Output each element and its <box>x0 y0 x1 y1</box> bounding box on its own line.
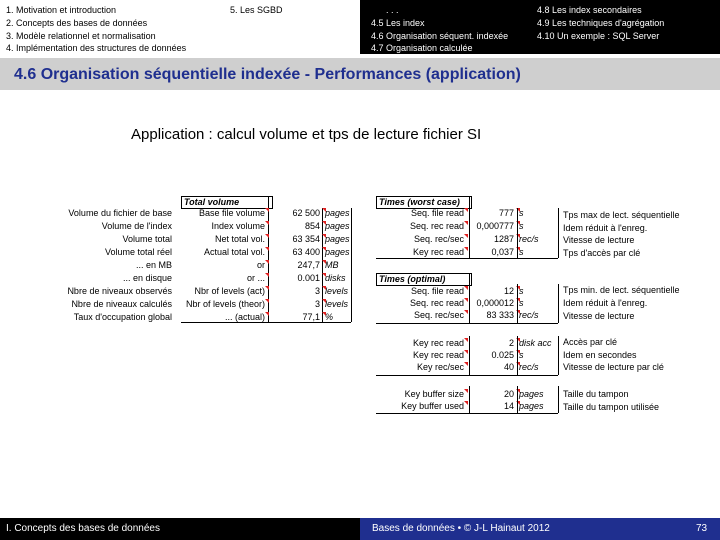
row-value: 40 <box>503 362 514 372</box>
note-text: Taille du tampon <box>563 389 629 399</box>
comment-marker-icon <box>464 286 468 290</box>
comment-marker-icon <box>265 234 269 238</box>
row-value: 2 <box>508 338 514 348</box>
comment-marker-icon <box>265 312 269 316</box>
row-value: 854 <box>304 221 320 231</box>
separator <box>376 258 558 259</box>
left-label: Taux d'occupation global <box>73 312 172 322</box>
nav-item-5[interactable]: 5. Les SGBD <box>230 5 283 15</box>
row-name: or ... <box>246 273 265 283</box>
note-text: Tps min. de lect. séquentielle <box>563 285 680 295</box>
separator <box>322 208 323 322</box>
row-unit: s <box>519 298 524 308</box>
separator <box>558 386 559 413</box>
row-unit: disk acc <box>519 338 552 348</box>
comment-marker-icon <box>464 350 468 354</box>
left-label: Volume de l'index <box>101 221 172 231</box>
comment-marker-icon <box>265 247 269 251</box>
row-name: Index volume <box>211 221 265 231</box>
separator <box>268 196 269 322</box>
footer-copyright: Bases de données • © J-L Hainaut 2012 <box>372 523 550 534</box>
note-text: Vitesse de lecture par clé <box>563 362 664 372</box>
row-name: Actual total vol. <box>203 247 265 257</box>
application-line <box>131 126 481 143</box>
row-name: Key buffer size <box>404 389 464 399</box>
comment-marker-icon <box>464 389 468 393</box>
row-unit: disks <box>325 273 346 283</box>
nav-subitem-4-8[interactable]: 4.8 Les index secondaires <box>537 5 642 15</box>
row-unit: pages <box>325 208 350 218</box>
row-name: ... (actual) <box>224 312 265 322</box>
note-text: Vitesse de lecture <box>563 311 635 321</box>
comment-marker-icon <box>265 260 269 264</box>
row-value: 247,7 <box>297 260 320 270</box>
row-name: Seq. file read <box>410 208 464 218</box>
comment-marker-icon <box>464 338 468 342</box>
times-worst-header: Times (worst case) <box>376 196 472 209</box>
nav-item-3[interactable]: 3. Modèle relationnel et normalisation <box>6 31 156 41</box>
comment-marker-icon <box>464 208 468 212</box>
row-value: 0,000777 <box>476 221 514 231</box>
row-value: 0.025 <box>491 350 514 360</box>
row-name: Base file volume <box>198 208 265 218</box>
left-label: ... en MB <box>135 260 172 270</box>
row-name: Key rec read <box>412 350 464 360</box>
separator <box>517 336 518 375</box>
comment-marker-icon <box>464 310 468 314</box>
row-name: Seq. rec read <box>409 221 464 231</box>
separator <box>469 273 470 323</box>
left-label: Nbre de niveaux observés <box>67 286 172 296</box>
row-name: Nbr of levels (theor) <box>185 299 265 309</box>
row-unit: levels <box>325 286 349 296</box>
row-unit: levels <box>325 299 349 309</box>
comment-marker-icon <box>464 221 468 225</box>
row-value: 63 400 <box>292 247 320 257</box>
comment-marker-icon <box>464 234 468 238</box>
comment-marker-icon <box>464 362 468 366</box>
note-text: Idem en secondes <box>563 349 637 360</box>
row-unit: pages <box>519 389 544 399</box>
row-unit: s <box>519 350 524 360</box>
row-name: Seq. file read <box>410 286 464 296</box>
application-text: : calcul volume et tps de lecture fichier SI <box>204 126 482 143</box>
row-value: 3 <box>314 286 320 296</box>
row-name: Key buffer used <box>401 401 464 411</box>
row-name: Net total vol. <box>214 234 265 244</box>
separator <box>469 196 470 258</box>
row-value: 12 <box>503 286 514 296</box>
left-label: Volume total <box>122 234 172 244</box>
nav-subitem-4-5[interactable]: 4.5 Les index <box>371 18 425 28</box>
comment-marker-icon <box>265 299 269 303</box>
comment-marker-icon <box>265 208 269 212</box>
separator <box>469 386 470 413</box>
note-text: Tps max de lect. séquentielle <box>563 210 680 220</box>
row-unit: pages <box>325 247 350 257</box>
left-label: Volume total réel <box>104 247 172 257</box>
row-value: 83 333 <box>486 310 514 320</box>
row-name: Key rec read <box>412 247 464 257</box>
row-unit: s <box>519 208 524 218</box>
separator <box>558 284 559 323</box>
left-label: Volume du fichier de base <box>68 208 172 218</box>
nav-item-2[interactable]: 2. Concepts des bases de données <box>6 18 148 28</box>
note-text: Accès par clé <box>563 337 618 347</box>
nav-item-4[interactable]: 4. Implémentation des structures de données <box>6 43 187 53</box>
row-unit: s <box>519 286 524 296</box>
note-text: Idem réduit à l'enreg. <box>563 298 648 308</box>
separator <box>376 375 558 376</box>
row-unit: pages <box>325 221 350 231</box>
comment-marker-icon <box>265 286 269 290</box>
nav-subitem-4-9[interactable]: 4.9 Les techniques d'agrégation <box>537 18 665 28</box>
note-text: Tps d'accès par clé <box>563 247 641 258</box>
page-number: 73 <box>696 523 708 534</box>
comment-marker-icon <box>265 273 269 277</box>
row-value: 0,037 <box>491 247 514 257</box>
row-unit: rec/s <box>519 310 539 320</box>
row-unit: MB <box>325 260 339 270</box>
row-unit: rec/s <box>519 362 539 372</box>
row-value: 14 <box>503 401 514 411</box>
row-name: or <box>256 260 265 270</box>
note-text: Taille du tampon utilisée <box>563 401 660 412</box>
comment-marker-icon <box>464 401 468 405</box>
row-unit: s <box>519 221 524 231</box>
left-label: ... en disque <box>122 273 172 283</box>
comment-marker-icon <box>464 298 468 302</box>
nav-subitem-4-7[interactable]: 4.7 Organisation calculée <box>371 43 473 53</box>
row-unit: s <box>519 247 524 257</box>
footer-section[interactable]: I. Concepts des bases de données <box>6 523 160 534</box>
separator <box>517 208 518 258</box>
row-name: Seq. rec/sec <box>413 234 464 244</box>
note-text: Vitesse de lecture <box>563 235 635 245</box>
row-value: 3 <box>314 299 320 309</box>
row-unit: % <box>325 312 334 322</box>
row-name: Seq. rec/sec <box>413 310 464 320</box>
row-value: 77,1 <box>302 312 320 322</box>
separator <box>376 413 558 414</box>
total-volume-header: Total volume <box>181 196 273 209</box>
separator <box>181 322 351 323</box>
slide-title: 4.6 Organisation séquentielle indexée - Performances (application) <box>14 66 521 83</box>
row-value: 0,000012 <box>476 298 514 308</box>
nav-subitem-ellipsis: . . . <box>386 5 399 15</box>
row-value: 20 <box>503 389 514 399</box>
application-label: Application <box>131 126 205 143</box>
separator <box>517 284 518 323</box>
row-value: 777 <box>498 208 514 218</box>
separator <box>376 323 558 324</box>
nav-item-1[interactable]: 1. Motivation et introduction <box>6 5 117 15</box>
row-unit: pages <box>519 401 544 411</box>
separator <box>517 386 518 413</box>
separator <box>558 336 559 375</box>
row-unit: rec/s <box>519 234 539 244</box>
comment-marker-icon <box>464 247 468 251</box>
row-name: Nbr of levels (act) <box>194 286 265 296</box>
times-optimal-header: Times (optimal) <box>376 273 472 286</box>
row-unit: pages <box>325 234 350 244</box>
row-value: 1287 <box>493 234 514 244</box>
row-value: 62 500 <box>292 208 320 218</box>
row-name: Seq. rec read <box>409 298 464 308</box>
nav-subitem-4-6[interactable]: 4.6 Organisation séquent. indexée <box>371 31 509 41</box>
row-name: Key rec read <box>412 338 464 348</box>
separator <box>558 208 559 258</box>
separator <box>351 208 352 322</box>
row-value: 0.001 <box>297 273 320 283</box>
row-value: 63 354 <box>292 234 320 244</box>
note-text: Idem réduit à l'enreg. <box>563 222 648 233</box>
left-label: Nbre de niveaux calculés <box>71 299 172 309</box>
nav-subitem-4-10[interactable]: 4.10 Un exemple : SQL Server <box>537 31 660 41</box>
comment-marker-icon <box>265 221 269 225</box>
row-name: Key rec/sec <box>416 362 464 372</box>
separator <box>469 336 470 375</box>
